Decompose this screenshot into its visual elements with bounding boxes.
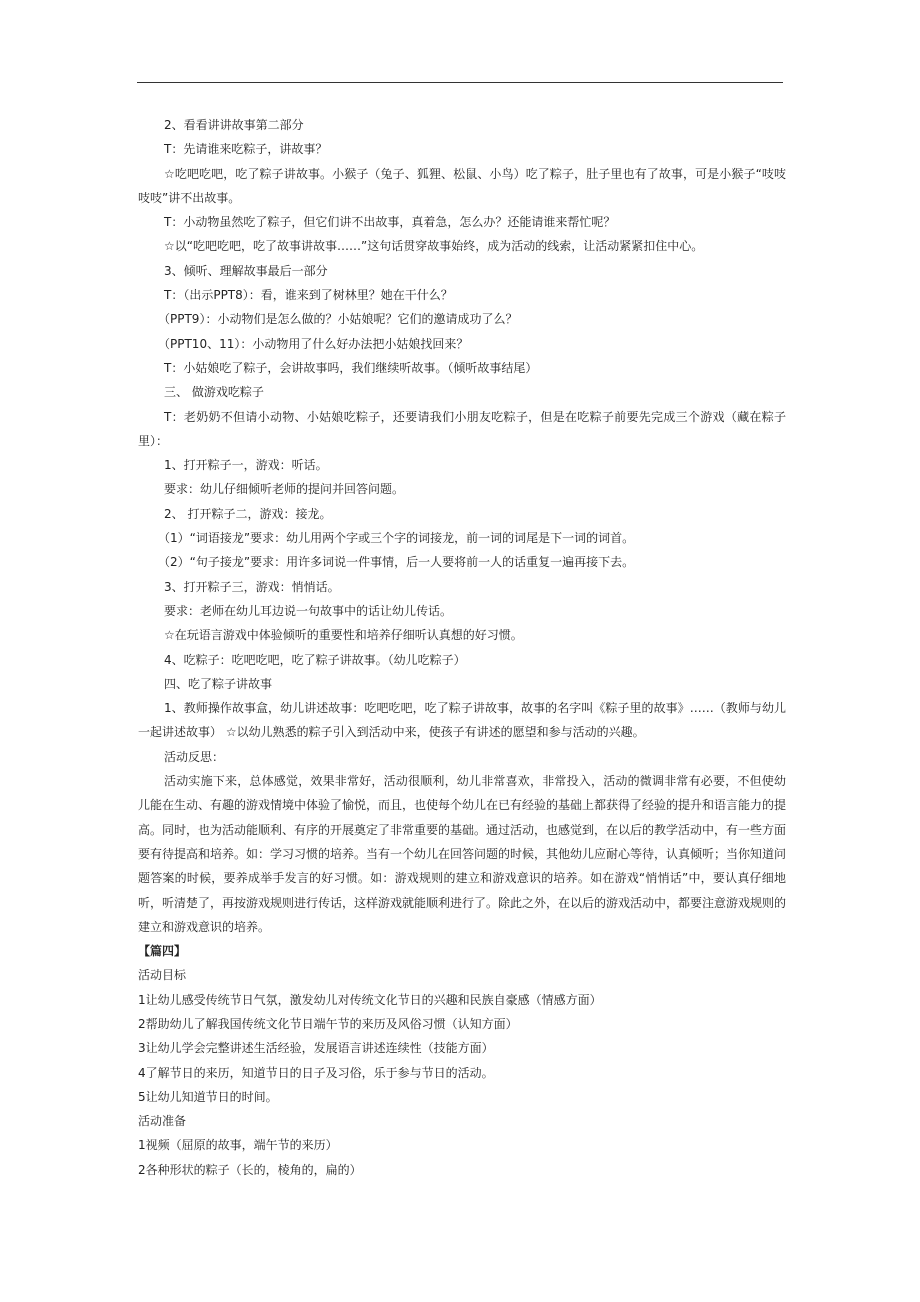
paragraph: T：老奶奶不但请小动物、小姑娘吃粽子，还要请我们小朋友吃粽子，但是在吃粽子前要先完成三个游戏（藏在粽子里）： [138, 409, 786, 448]
list-item: 1让幼儿感受传统节日气氛，激发幼儿对传统文化节日的兴趣和民族自豪感（情感方面） [138, 992, 602, 1007]
section-heading: 活动准备 [138, 1114, 187, 1129]
paragraph: T：小动物虽然吃了粽子，但它们讲不出故事，真着急，怎么办？还能请谁来帮忙呢？ [164, 215, 616, 230]
header-rule [137, 82, 783, 83]
paragraph: ☆在玩语言游戏中体验倾听的重要性和培养仔细听认真想的好习惯。 [164, 628, 523, 643]
list-item: 3让幼儿学会完整讲述生活经验，发展语言讲述连续性（技能方面） [138, 1041, 494, 1056]
paragraph: 1、打开粽子一，游戏：听话。 [164, 458, 328, 473]
section-heading: 活动目标 [138, 968, 187, 983]
section-heading: 三、 做游戏吃粽子 [164, 385, 264, 400]
list-item: 4了解节日的来历，知道节日的日子及习俗，乐于参与节日的活动。 [138, 1065, 494, 1080]
paragraph: 要求：老师在幼儿耳边说一句故事中的话让幼儿传话。 [164, 603, 453, 618]
paragraph: （1）“词语接龙”要求：幼儿用两个字或三个字的词接龙，前一词的词尾是下一词的词首。 [158, 531, 635, 546]
document-body [138, 113, 786, 1182]
list-item: 1视频（屈原的故事，端午节的来历） [138, 1138, 338, 1153]
paragraph: ☆以“吃吧吃吧，吃了故事讲故事……”这句话贯穿故事始终，成为活动的线索，让活动紧紧扣住中心。 [164, 239, 704, 254]
chapter-heading: 【篇四】 [138, 944, 187, 959]
list-item: 5让幼儿知道节日的时间。 [138, 1089, 278, 1104]
paragraph: 2、看看讲讲故事第二部分 [164, 118, 304, 132]
paragraph: （PPT9）：小动物们是怎么做的？小姑娘呢？它们的邀请成功了么？ [158, 312, 518, 327]
reflection-paragraph: 活动实施下来，总体感觉，效果非常好，活动很顺利，幼儿非常喜欢，非常投入，活动的微调非常有必要，不但使幼儿能在生动、有趣的游戏情境中体验了愉悦，而且，也使每个幼儿在已有经验的基础上都获得了经验的提升和语言能力的提高。同时，也为活动能顺利、有序的开展奠定了非常重要的基础。通过活动，也感觉到，在以后的教学活动中，有一些方面要有待提高和培养。如：学习习惯的培养。当有一个幼儿在回答问题的时候，其他幼儿应耐心等待，认真倾听；当你知道问题答案的时候，要养成举手发言的好习惯。如：游戏规则的建立和游戏意识的培养。如在游戏“悄悄话”中，要认真仔细地听，听清楚了，再按游戏规则进行传话，这样游戏就能顺利进行了。除此之外，在以后的游戏活动中，都要注意游戏规则的建立和游戏意识的培养。 [138, 774, 787, 934]
section-heading: 3、倾听、理解故事最后一部分 [164, 263, 328, 278]
paragraph: T：小姑娘吃了粽子，会讲故事吗，我们继续听故事。（倾听故事结尾） [164, 360, 538, 375]
paragraph: 1、教师操作故事盒，幼儿讲述故事：吃吧吃吧，吃了粽子讲故事，故事的名字叫《粽子里的故事》……（教师与幼儿一起讲述故事） ☆以幼儿熟悉的粽子引入到活动中来，使孩子有讲述的愿望和参与活动的兴趣。 [138, 701, 786, 740]
paragraph: （2）“句子接龙”要求：用许多词说一件事情，后一人要将前一人的话重复一遍再接下去。 [158, 555, 635, 570]
section-heading: 活动反思： [164, 749, 225, 764]
paragraph: （PPT10、11）：小动物用了什么好办法把小姑娘找回来？ [158, 336, 469, 351]
section-heading: 四、吃了粽子讲故事 [164, 676, 273, 691]
paragraph: 2、 打开粽子二，游戏：接龙。 [164, 506, 332, 521]
paragraph: 要求：幼儿仔细倾听老师的提问并回答问题。 [164, 482, 405, 497]
paragraph: 4、吃粽子：吃吧吃吧，吃了粽子讲故事。（幼儿吃粽子） [164, 652, 466, 667]
paragraph: T：先请谁来吃粽子，讲故事？ [164, 142, 328, 157]
list-item: 2各种形状的粽子（长的，棱角的，扁的） [138, 1162, 362, 1177]
paragraph: T：（出示PPT8）：看，谁来到了树林里？她在干什么？ [164, 288, 453, 303]
paragraph: ☆吃吧吃吧，吃了粽子讲故事。小猴子（兔子、狐狸、松鼠、小鸟）吃了粽子，肚子里也有了故事，可是小猴子“吱吱吱吱”讲不出故事。 [138, 166, 786, 205]
paragraph: 3、打开粽子三，游戏：悄悄话。 [164, 579, 340, 594]
list-item: 2帮助幼儿了解我国传统文化节日端午节的来历及风俗习惯（认知方面） [138, 1016, 518, 1031]
